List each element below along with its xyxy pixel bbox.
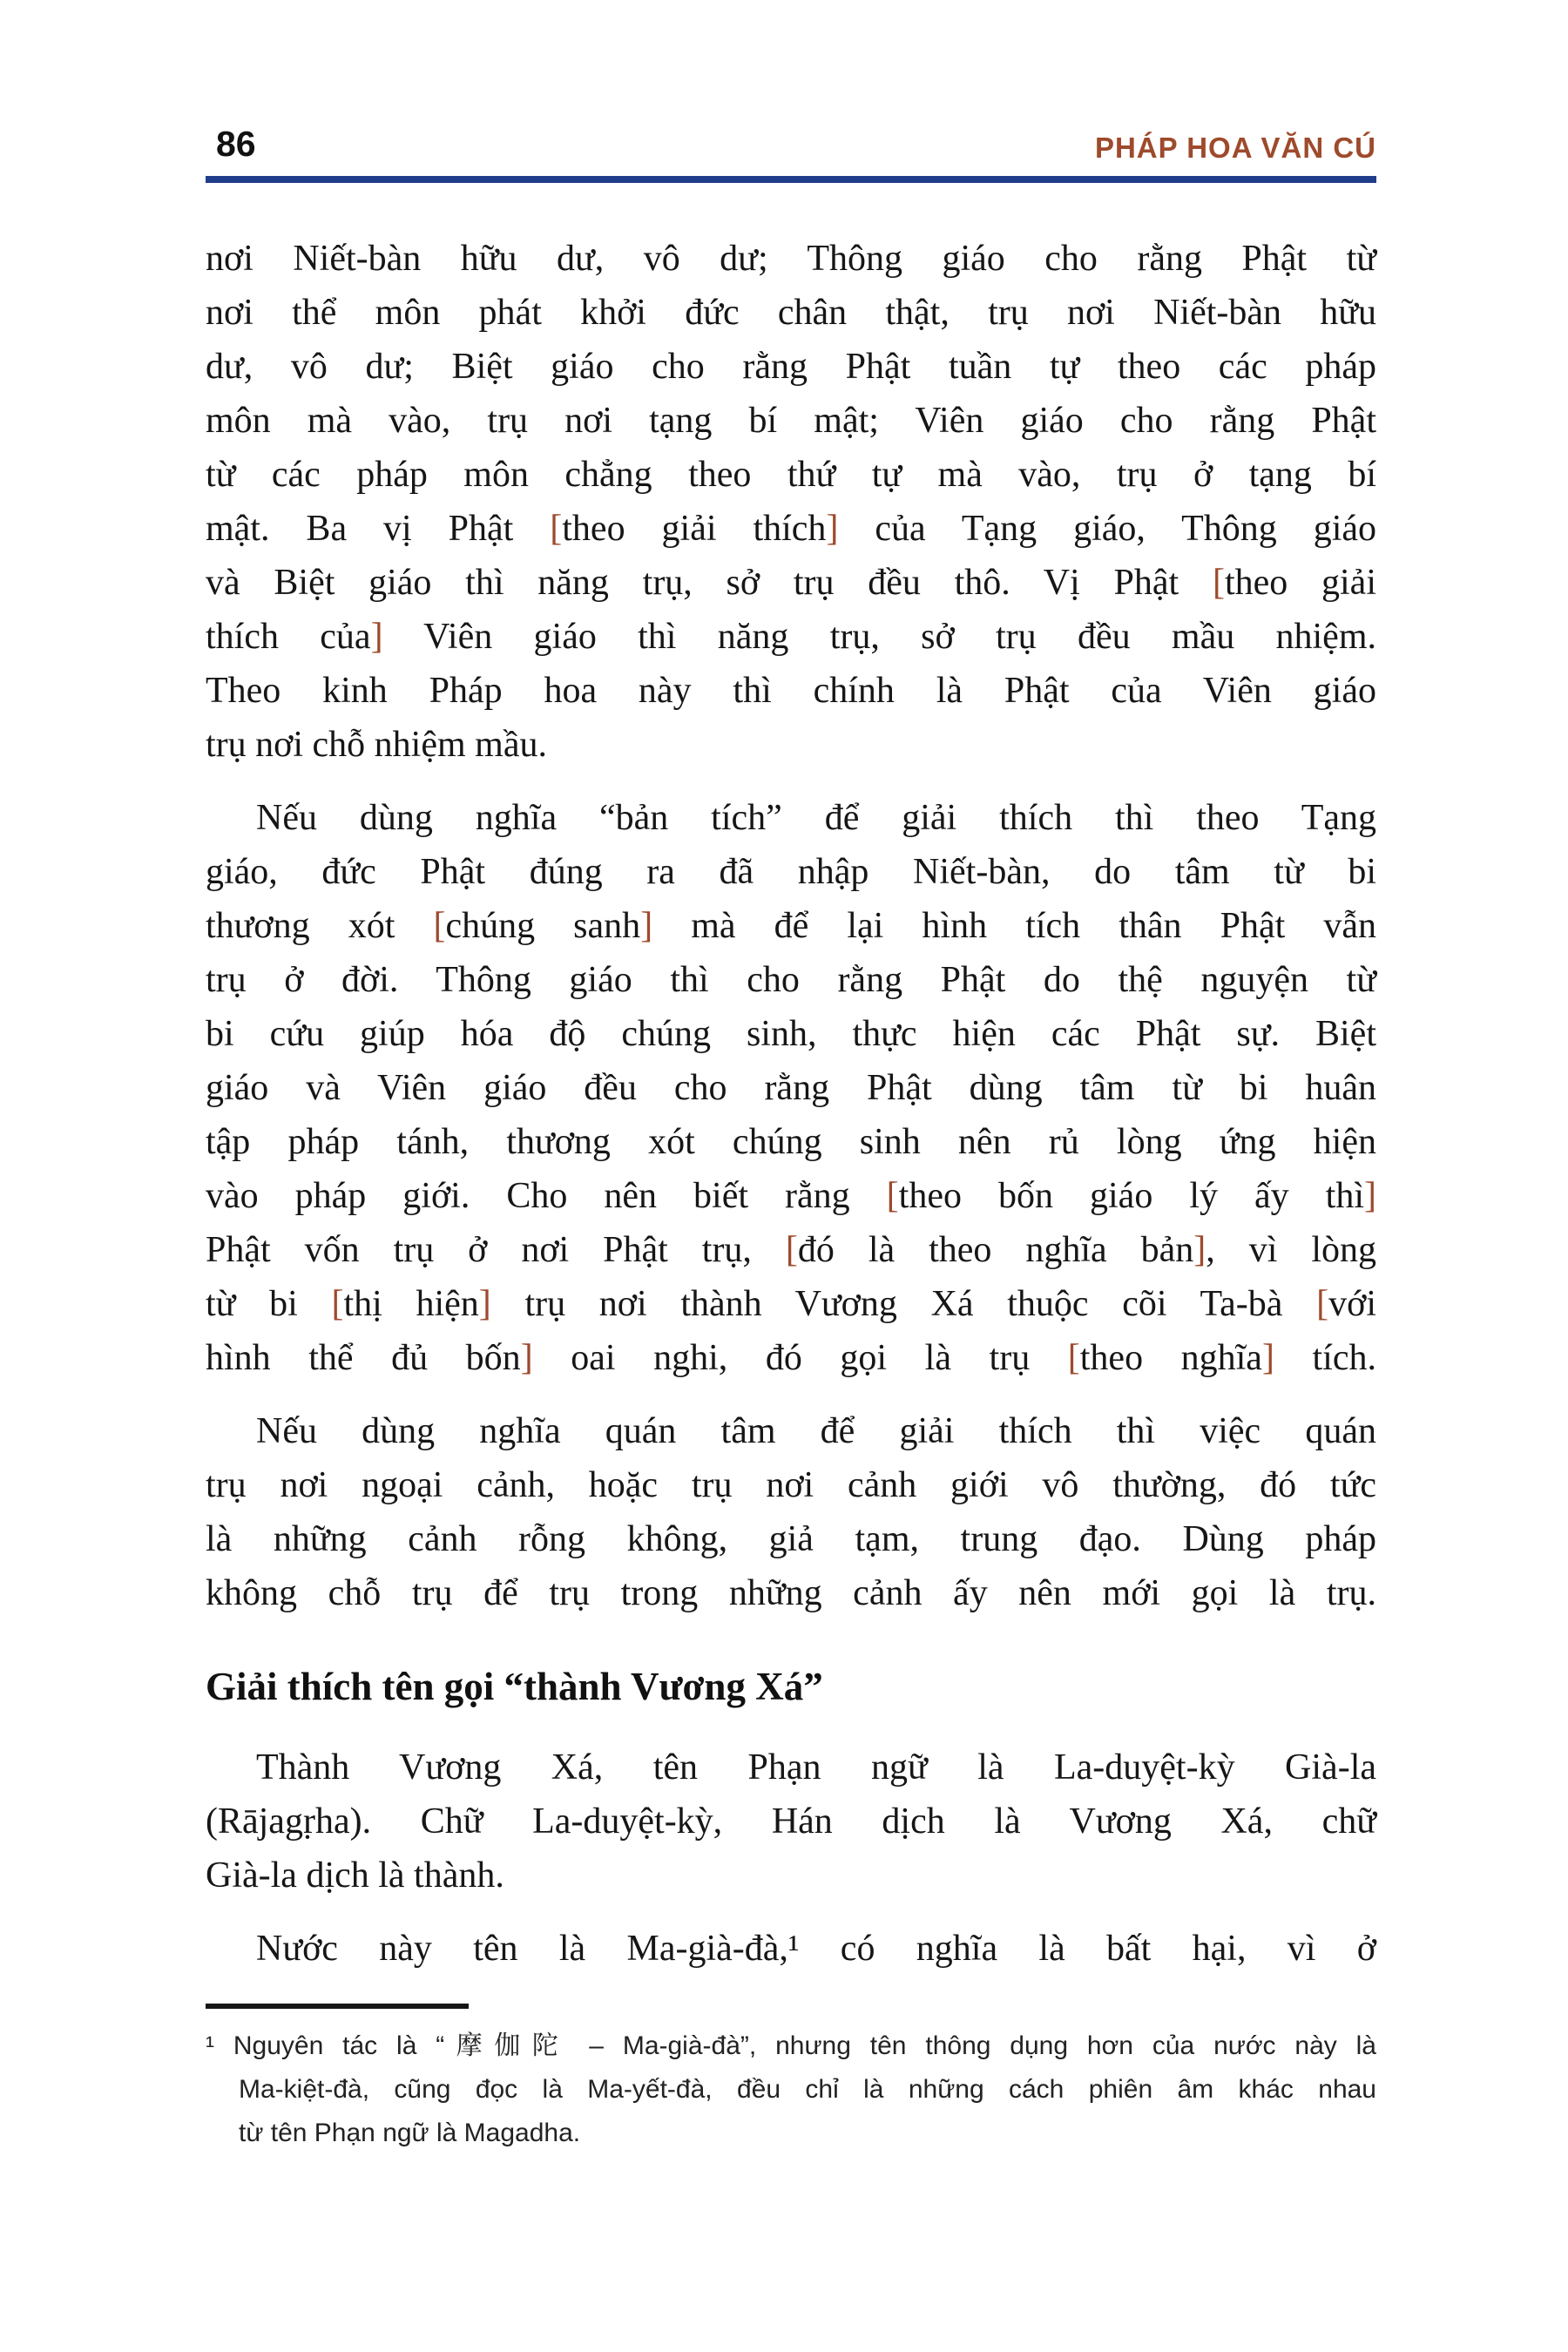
page-header	[206, 113, 1376, 162]
text-line: là những cảnh rỗng không, giả tạm, trung đạo. Dùng pháp	[206, 1519, 1376, 1559]
text-line: trụ nơi ngoại cảnh, hoặc trụ nơi cảnh giới vô thường, đó tức	[206, 1465, 1376, 1505]
paragraph-2	[206, 791, 1376, 1385]
text-line: vào pháp giới. Cho nên biết rằng [theo bốn giáo lý ấy thì]	[206, 1176, 1376, 1216]
text-line: hình thể đủ bốn] oai nghi, đó gọi là trụ [theo nghĩa] tích.	[206, 1338, 1376, 1378]
text-line: giáo, đức Phật đúng ra đã nhập Niết-bàn, do tâm từ bi	[206, 852, 1376, 892]
text-line: thích của] Viên giáo thì năng trụ, sở trụ đều mầu nhiệm.	[206, 617, 1376, 657]
text-line: (Rājagṛha). Chữ La-duyệt-kỳ, Hán dịch là Vương Xá, chữ	[206, 1801, 1376, 1842]
running-title: PHÁP HOA VĂN CÚ	[1094, 132, 1376, 164]
footnote	[206, 2024, 1376, 2155]
paragraph-4	[206, 1740, 1376, 1903]
footnote-rule	[206, 2004, 469, 2009]
text-line: nơi Niết-bàn hữu dư, vô dư; Thông giáo cho rằng Phật từ	[206, 239, 1376, 279]
page-number: 86	[216, 124, 256, 164]
paragraph-3	[206, 1404, 1376, 1620]
text-line: thương xót [chúng sanh] mà để lại hình tích thân Phật vẫn	[206, 906, 1377, 946]
text-line: và Biệt giáo thì năng trụ, sở trụ đều thô. Vị Phật [theo giải	[206, 563, 1376, 603]
footnote-line: ¹ Nguyên tác là “摩伽陀 – Ma-già-đà”, nhưng tên thông dụng hơn của nước này là	[206, 2031, 1376, 2060]
text-line: Già-la dịch là thành.	[206, 1855, 504, 1896]
text-line: Phật vốn trụ ở nơi Phật trụ, [đó là theo nghĩa bản], vì lòng	[206, 1230, 1377, 1270]
text-line: Nước này tên là Ma-già-đà,¹ có nghĩa là bất hại, vì ở	[256, 1929, 1376, 1969]
page-body	[206, 232, 1376, 1976]
text-line: môn mà vào, trụ nơi tạng bí mật; Viên giáo cho rằng Phật	[206, 401, 1376, 441]
text-line: không chỗ trụ để trụ trong những cảnh ấy nên mới gọi là trụ.	[206, 1573, 1376, 1613]
text-line: dư, vô dư; Biệt giáo cho rằng Phật tuần tự theo các pháp	[206, 347, 1376, 387]
paragraph-1	[206, 232, 1376, 772]
text-line: nơi thể môn phát khởi đức chân thật, trụ nơi Niết-bàn hữu	[206, 293, 1376, 333]
text-line: Theo kinh Pháp hoa này thì chính là Phật của Viên giáo	[206, 671, 1376, 711]
text-line: bi cứu giúp hóa độ chúng sinh, thực hiện các Phật sự. Biệt	[206, 1014, 1376, 1054]
text-line: tập pháp tánh, thương xót chúng sinh nên rủ lòng ứng hiện	[206, 1122, 1376, 1162]
header-rule	[206, 176, 1376, 183]
text-line: Thành Vương Xá, tên Phạn ngữ là La-duyệt-kỳ Già-la	[256, 1747, 1376, 1788]
section-heading: Giải thích tên gọi “thành Vương Xá”	[206, 1665, 823, 1708]
paragraph-5	[206, 1922, 1376, 1976]
text-line: trụ ở đời. Thông giáo thì cho rằng Phật do thệ nguyện từ	[206, 960, 1376, 1000]
text-line: trụ nơi chỗ nhiệm mầu.	[206, 725, 547, 765]
text-line: mật. Ba vị Phật [theo giải thích] của Tạng giáo, Thông giáo	[206, 509, 1376, 549]
footnote-line: từ tên Phạn ngữ là Magadha.	[239, 2119, 581, 2147]
text-line: từ các pháp môn chẳng theo thứ tự mà vào, trụ ở tạng bí	[206, 455, 1376, 495]
text-line: từ bi [thị hiện] trụ nơi thành Vương Xá thuộc cõi Ta-bà [với	[206, 1284, 1376, 1324]
text-line: Nếu dùng nghĩa quán tâm để giải thích thì việc quán	[256, 1411, 1376, 1451]
text-line: giáo và Viên giáo đều cho rằng Phật dùng tâm từ bi huân	[206, 1068, 1376, 1108]
text-line: Nếu dùng nghĩa “bản tích” để giải thích thì theo Tạng	[256, 798, 1376, 838]
footnote-line: Ma-kiệt-đà, cũng đọc là Ma-yết-đà, đều chỉ là những cách phiên âm khác nhau	[239, 2075, 1376, 2104]
